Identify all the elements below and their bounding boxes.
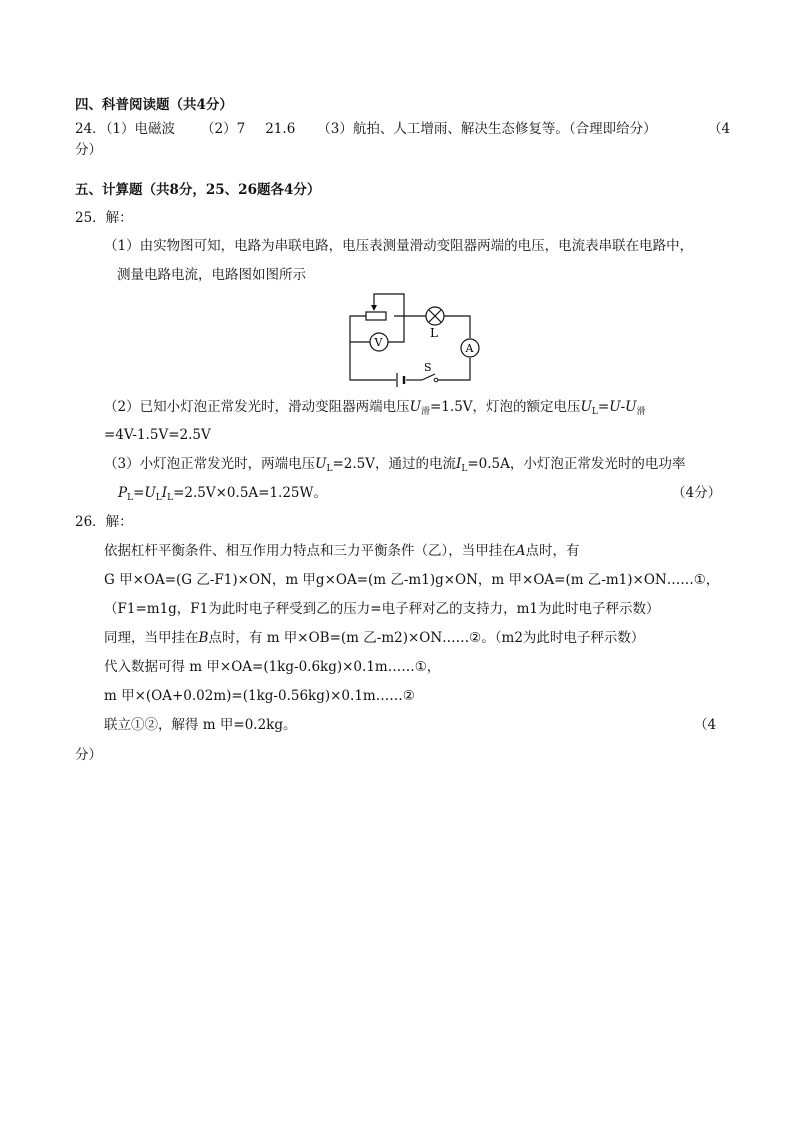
ammeter-label: A: [465, 342, 474, 355]
q24-score-open: （4: [708, 121, 731, 137]
q25-part3-text-c: =0.5A，小灯泡正常发光时的电功率: [467, 456, 686, 472]
q25-part3-L4: L: [155, 493, 162, 503]
q25-part2-eq: =: [597, 399, 610, 415]
q24-score-close: 分）: [75, 142, 102, 158]
q25-part2-U3: U: [625, 399, 637, 415]
q26-point-A: A: [515, 543, 526, 559]
circuit-wires: [350, 294, 470, 380]
q26-line5: 代入数据可得 m 甲×OA=(1kg-0.6kg)×0.1m……①，: [104, 659, 441, 675]
q26-line4: [104, 629, 644, 647]
q24-part2-value: 21.6: [265, 121, 296, 137]
q25-part3-U2: U: [144, 485, 156, 501]
q25-part3-L5: L: [167, 493, 174, 503]
q25-part3-line2: [118, 484, 327, 502]
q25-score: （4分）: [672, 485, 722, 501]
q24-line: [75, 120, 657, 138]
q25-part2-text-b: =1.5V，灯泡的额定电压: [430, 399, 581, 415]
q26-score-close: 分）: [75, 747, 102, 763]
q26-line7: 联立①②，解得 m 甲=0.2kg。: [104, 717, 297, 733]
rheostat-slider-arrow: [371, 305, 377, 311]
q26-line3: （F1=m1g，F1为此时电子秤受到乙的压力=电子秤对乙的支持力，m1为此时电子秤示数）: [104, 601, 660, 617]
q24-number: 24．: [75, 121, 106, 137]
circuit-diagram: [340, 290, 480, 390]
q25-part3-result: =2.5V×0.5A=1.25W。: [173, 485, 327, 501]
rheostat: [366, 312, 386, 320]
q25-part3-P: P: [118, 485, 128, 501]
q25-part3-U: U: [315, 456, 327, 472]
switch-symbol: [422, 374, 438, 382]
q26-line1-text-b: 点时，有: [525, 543, 580, 559]
q25-number: 25．解：: [75, 210, 133, 226]
q25-part3-L3: L: [127, 493, 134, 503]
q25-part2-U: U: [409, 399, 421, 415]
q25-part2-slide-sub: 滑: [420, 407, 430, 417]
voltmeter-label: V: [374, 336, 383, 349]
q26-line4-text-a: 同理，当甲挂在: [104, 630, 199, 646]
q25-part3-I: I: [456, 456, 462, 472]
q25-part2-L-sub: L: [591, 407, 598, 417]
q25-part3-I2: I: [161, 485, 168, 501]
switch-label: S: [424, 361, 432, 374]
lamp-label: L: [430, 326, 438, 340]
section-5-heading: 五、计算题（共8分，25、26题各4分）: [75, 182, 321, 198]
q25-part1-line2: 测量电路电流，电路图如图所示: [117, 267, 306, 283]
q26-line6: m 甲×(OA+0.02m)=(1kg-0.56kg)×0.1m……②: [104, 688, 415, 704]
lamp-symbol: [426, 307, 444, 325]
q24-part3: （3）航拍、人工增雨、解决生态修复等。（合理即给分）: [317, 121, 657, 137]
q24-part1: （1）电磁波: [105, 121, 176, 137]
q25-part3-eq: =: [133, 485, 145, 501]
q25-part2-line2: =4V-1.5V=2.5V: [104, 427, 211, 443]
q25-part3-text-b: =2.5V，通过的电流: [332, 456, 456, 472]
q26-line1-text-a: 依据杠杆平衡条件、相互作用力特点和三力平衡条件（乙），当甲挂在: [104, 543, 516, 559]
section-4-heading: 四、科普阅读题（共4分）: [75, 97, 233, 113]
q25-part2-UL: U: [580, 399, 592, 415]
q25-part2-slide-sub2: 滑: [636, 407, 646, 417]
q25-part3-L: L: [326, 464, 333, 474]
q25-part2-line1: [104, 398, 646, 416]
q25-part2-minus: -: [620, 399, 626, 415]
q25-part2-text-a: （2）已知小灯泡正常发光时，滑动变阻器两端电压: [104, 399, 410, 415]
q25-part3-L2: L: [461, 464, 468, 474]
battery-symbol: [397, 373, 404, 387]
q26-line1: [104, 542, 580, 560]
q25-part1-line1: （1）由实物图可知，电路为串联电路，电压表测量滑动变阻器两端的电压，电流表串联在电路中，: [104, 238, 694, 254]
q24-part2: （2）7: [201, 121, 246, 137]
q25-part3-line1: [104, 455, 685, 473]
q26-line4-text-b: 点时，有 m 甲×OB=(m 乙-m2)×ON……②。（m2为此时电子秤示数）: [208, 630, 645, 646]
q25-part3-text-a: （3）小灯泡正常发光时，两端电压: [104, 456, 316, 472]
q26-number: 26．解：: [75, 514, 133, 530]
q26-point-B: B: [198, 630, 209, 646]
q25-part2-U2: U: [609, 399, 621, 415]
q26-line2: G 甲×OA=(G 乙-F1)×ON，m 甲g×OA=(m 乙-m1)g×ON，m 甲×OA=(m 乙-m1)×ON……①，: [104, 572, 720, 588]
q26-score-open: （4: [694, 717, 717, 733]
